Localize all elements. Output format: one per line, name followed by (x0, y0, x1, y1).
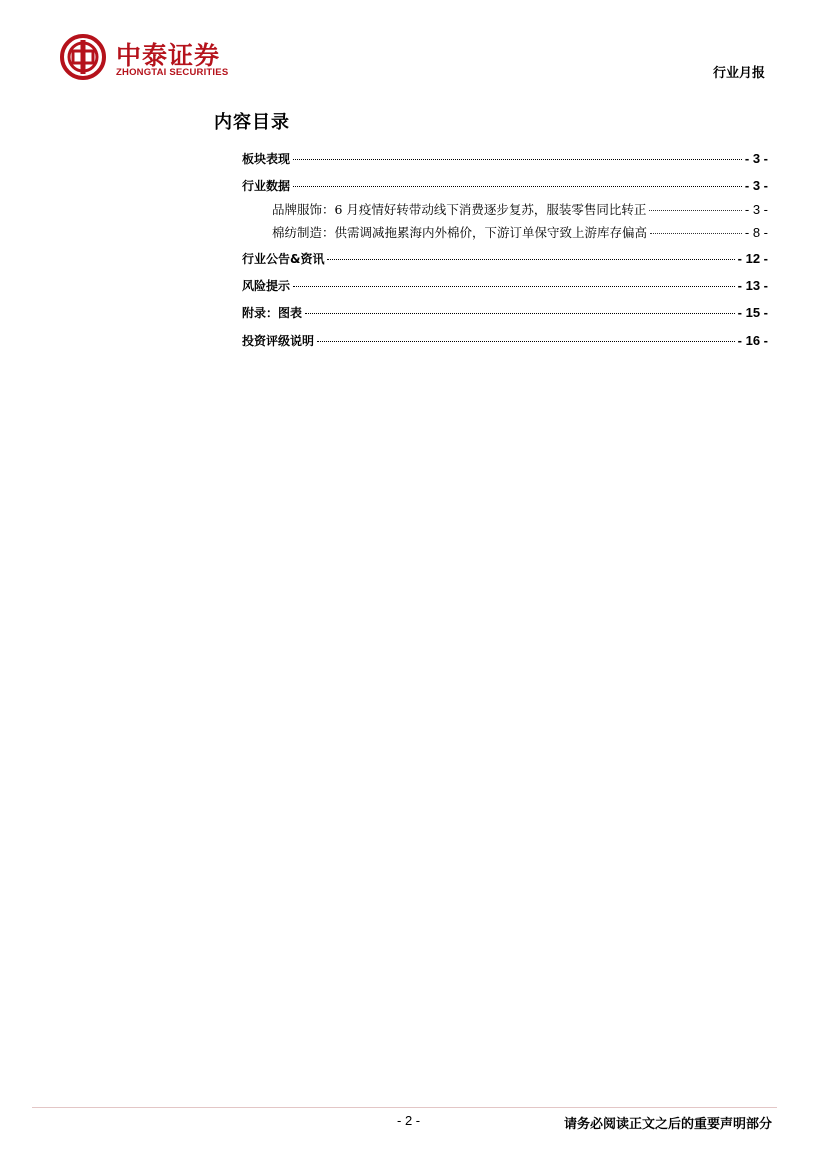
zhongtai-logo-icon (60, 34, 106, 80)
toc-entry[interactable] (242, 200, 768, 220)
toc-entry-title: 棉纺制造：供需调减拖累海内外棉价，下游订单保守致上游库存偏高 (272, 225, 648, 240)
toc-leader-dots (327, 259, 734, 260)
disclaimer-note: 请务必阅读正文之后的重要声明部分 (563, 1117, 772, 1132)
toc-entry[interactable] (242, 277, 768, 297)
toc-leader-dots (293, 159, 742, 160)
toc-entry-page: - 13 - (737, 278, 768, 293)
toc-leader-dots (650, 233, 742, 234)
toc-leader-dots (649, 210, 741, 211)
toc-entry-page: - 16 - (737, 333, 768, 348)
toc-entry-title: 附录：图表 (242, 306, 303, 320)
toc-entry-title: 风险提示 (242, 279, 291, 293)
logo-chinese-name: 中泰证券 (116, 41, 221, 70)
toc-entry-page: - 3 - (744, 178, 768, 193)
toc-entry-title: 板块表现 (242, 152, 291, 166)
company-logo (60, 34, 260, 84)
toc-entry[interactable] (242, 304, 768, 324)
toc-entry[interactable] (242, 150, 768, 170)
report-type-label: 行业月报 (712, 66, 765, 81)
toc-entry[interactable] (242, 250, 768, 270)
toc-entry-title: 行业公告&资讯 (242, 252, 325, 266)
toc-entry[interactable] (242, 223, 768, 243)
logo-english-name: ZHONGTAI SECURITIES (116, 67, 229, 78)
page-number: - 2 - (397, 1113, 421, 1128)
toc-entry[interactable] (242, 177, 768, 197)
toc-leader-dots (293, 286, 735, 287)
toc-leader-dots (305, 313, 735, 314)
toc-title: 内容目录 (214, 112, 290, 133)
toc-entry-page: - 8 - (744, 225, 768, 240)
toc-entry-page: - 3 - (744, 151, 768, 166)
toc-entry-page: - 12 - (737, 251, 768, 266)
toc-entry-page: - 3 - (744, 202, 768, 217)
footer-divider (32, 1107, 777, 1108)
toc-entry-title: 投资评级说明 (242, 334, 315, 348)
toc-leader-dots (317, 341, 735, 342)
toc-entry-title: 品牌服饰：6 月疫情好转带动线下消费逐步复苏，服装零售同比转正 (272, 202, 647, 217)
toc-entry-page: - 15 - (737, 305, 768, 320)
toc-entry-title: 行业数据 (242, 179, 291, 193)
toc-entry[interactable] (242, 332, 768, 352)
toc-leader-dots (293, 186, 742, 187)
